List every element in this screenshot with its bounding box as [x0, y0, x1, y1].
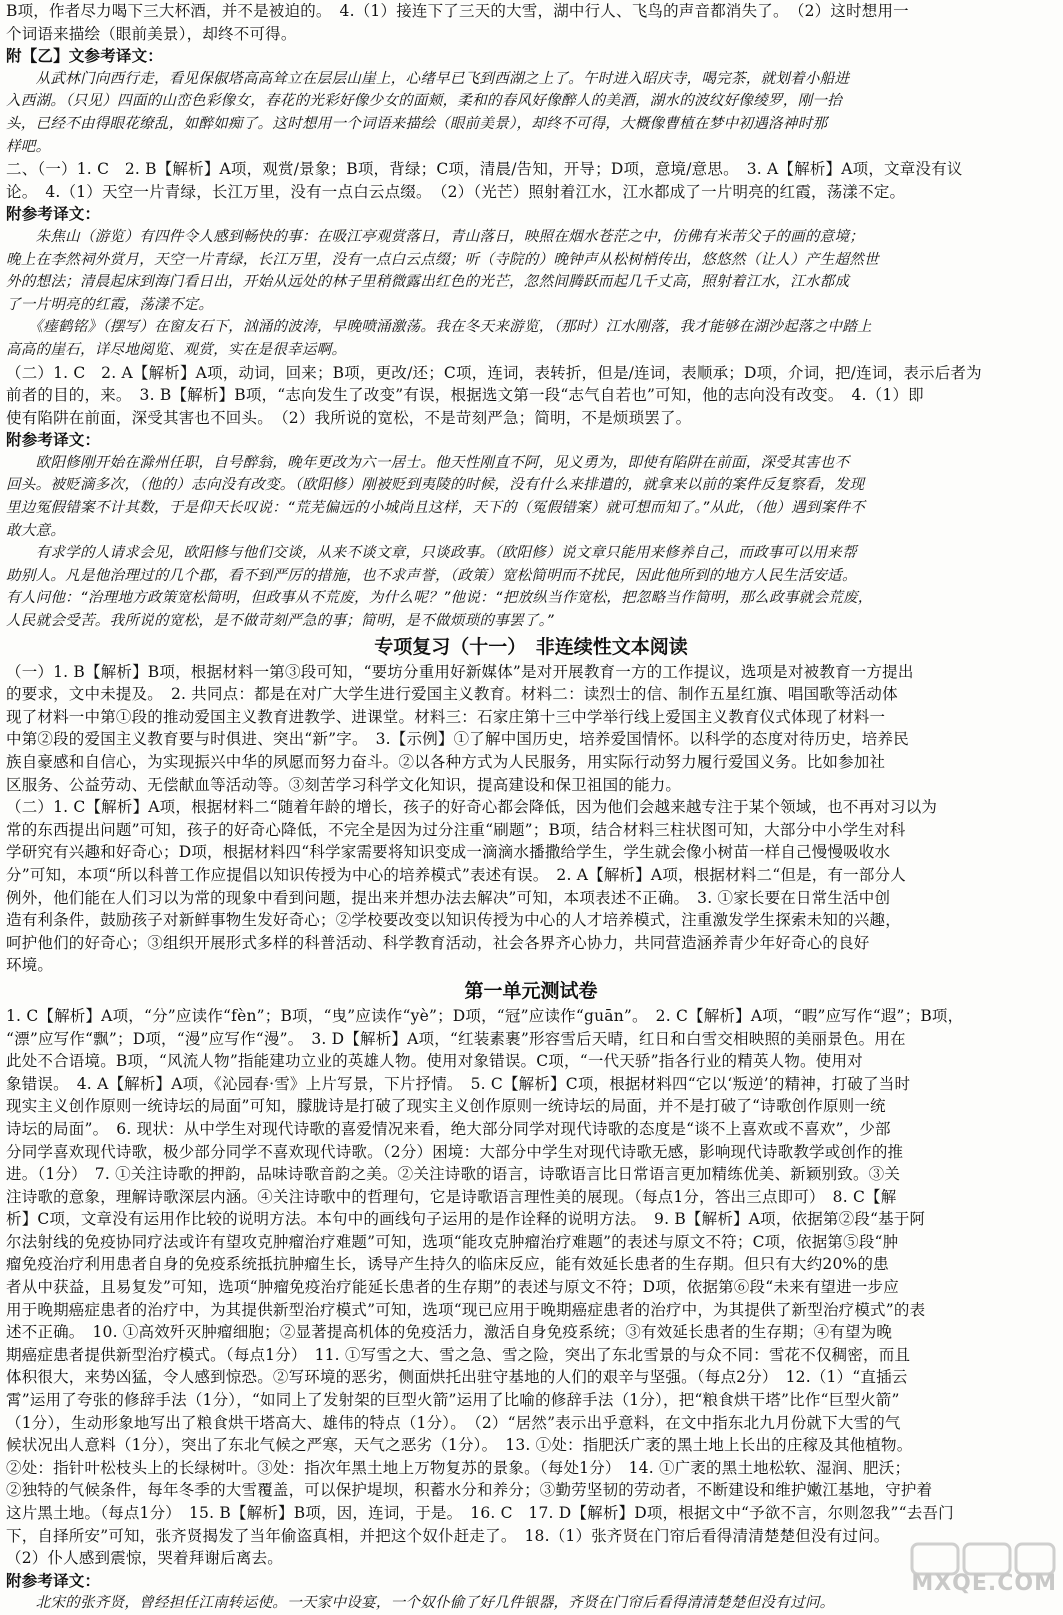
translation-line: 样吧。	[6, 137, 51, 155]
translation-line: 从武林门向西行走，看见保俶塔高高耸立在层层山崖上，心绪早已飞到西湖之上了。午时进入昭庆寺，喝完茶，就划着小船进	[6, 69, 850, 87]
answer-line: 这片黑土地。（每点1分） 15. B【解析】B项，因，连词，于是。 16. C 17. D【解析】D项，根据文中“予欲不言，尔则忽我”“去吾门	[6, 1504, 954, 1522]
answer-line: 的要求，文中未提及。 2. 共同点：都是在对广大学生进行爱国主义教育。材料二：读烈士的信、制作五星红旗、唱国歌等活动体	[6, 685, 898, 704]
answer-line: 者从中获益，且易复发”可知，选项“肿瘤免疫治疗能延长患者的生存期”的表述与原文不符；D项，依据第⑥段“未来有望进一步应	[6, 1278, 899, 1297]
translation-line: 回头。被贬滴多次，（他的）志向没有改变。（欧阳修）刚被贬到夷陵的时候，没有什么来排遣的，就拿来以前的案件反复察看，发现	[6, 476, 865, 494]
translation-line: 敢大意。	[6, 521, 66, 539]
translation-line: 里边冤假错案不计其数，于是仰天长叹说：“荒芜偏远的小城尚且这样，天下的（冤假错案）就可想而知了。”从此，（他）遇到案件不	[6, 499, 865, 517]
subheading-line: 附参考译文：	[6, 1570, 101, 1590]
translation-line: 欧阳修刚开始在滁州任职，自号醉翁，晚年更改为六一居士。他天性刚直不阿，见义勇为，即使有陷阱在前面，深受其害也不	[6, 453, 850, 471]
answer-line: 现了材料一中第①段的推动爱国主义教育进教学、进课堂。材料三：石家庄第十三中学举行线上爱国主义教育仪式体现了材料一	[6, 707, 886, 726]
subheading-line: 附【乙】文参考译文：	[6, 46, 164, 66]
answer-line: （二）1. C 2. A【解析】A项，动词，回来；B项，更改/还；C项，连词，表转折，但是/连词，表顺承；D项，介词，把/连词，表示后者为	[6, 363, 982, 382]
answer-line: 进。（1分） 7. ①关注诗歌的押韵，品味诗歌音韵之美。②关注诗歌的语言，诗歌语言比日常语言更加精练优美、新颖别致。③关	[6, 1165, 901, 1184]
answer-line: 下，自择所安”可知，张齐贤揭发了当年偷盗真相，并把这个奴仆赶走了。 18.（1）张齐贤在门帘后看得清清楚楚但没有过问。	[6, 1526, 890, 1545]
answer-line: 使有陷阱在前面，深受其害也不回头。 （2）我所说的宽松，不是苛刻严急；简明，不是烦琐罢了。	[6, 408, 692, 427]
section-heading: 第一单元测试卷	[464, 979, 598, 1002]
answer-line: 体积很大，来势凶猛，令人感到惊恐。②写环境的恶劣，侧面烘托出驻守基地的人们的艰辛与坚强。（每点2分） 12.（1）“直插云	[6, 1368, 908, 1387]
answer-line: 二、（一）1. C 2. B【解析】A项，观赏/景象；B项，背绿；C项，清晨/告知，开导；D项，意境/意思。 3. A【解析】A项，文章没有议	[6, 160, 963, 179]
translation-line: 《瘗鹤铭》（摆写）在窗友石下，汹涌的波涛，早晚喷涌激荡。我在冬天来游览，（那时）江水刚落，我才能够在湖沙起落之中踏上	[6, 318, 872, 336]
answer-line: 学研究有兴趣和好奇心；D项，根据材料四“科学家需要将知识变成一滴滴水播撒给学生，学生就会像小树苗一样自己慢慢吸收水	[6, 843, 891, 862]
answer-page	[6, 0, 1056, 1612]
answer-line: 析】C项，文章没有运用作比较的说明方法。本句中的画线句子运用的是作诠释的说明方法。 9. B【解析】A项，依据第②段“基于阿	[6, 1210, 926, 1229]
answer-line: 个词语来描绘（眼前美景），却终不可得。	[6, 24, 297, 43]
answer-line: 候状况出人意料（1分），突出了东北气候之严寒，天气之恶劣（1分）。 13. ①处：指肥沃广袤的黑土地上长出的庄稼及其他植物。	[6, 1436, 913, 1455]
answer-line: 期癌症患者提供新型治疗模式。（每点1分） 11. ①写雪之大、雪之急、雪之险，突出了东北雪景的与众不同：雪花不仅稠密，而且	[6, 1345, 911, 1364]
translation-line: 助别人。凡是他治理过的几个郡，看不到严厉的措施，也不求声誉，（政策）宽松简明而不扰民，因此他所到的地方人民生活安适。	[6, 566, 857, 584]
answer-line: 族自豪感和自信心，为实现振兴中华的夙愿而努力奋斗。②以各种方式为人民服务，用实际行动努力履行爱国义务。比如参加社	[6, 753, 886, 771]
answer-line: 论。 4.（1）天空一片青绿，长江万里，没有一点白云点缀。 （2）（光芒）照射着江水，江水都成了一片明亮的红霞，荡漾不定。	[6, 182, 906, 201]
answer-line: 前者的目的，来。 3. B【解析】B项，“志向发生了改变”有误，根据选文第一段“志气自若也”可知，他的志向没有改变。 4.（1）即	[6, 386, 924, 405]
subheading-line: 附参考译文：	[6, 204, 101, 224]
translation-line: 朱焦山（游览）有四件令人感到畅快的事：在吸江亭观赏落日，青山落日，映照在烟水苍茫之中，仿佛有米芾父子的画的意境；	[6, 227, 865, 245]
answer-line: 环境。	[6, 956, 54, 975]
answer-line: 诗坛的局面”。 6. 现状：从中学生对现代诗歌的喜爱情况来看，绝大部分同学对现代诗歌的态度是“谈不上喜欢或不喜欢”，少部	[6, 1119, 891, 1138]
watermark-text: MXQE.COM	[911, 1571, 1057, 1596]
translation-line: 高高的崖石，详尽地阅览、观赏，实在是很幸运啊。	[6, 340, 347, 358]
answer-line: 述不正确。 10. ①高效歼灭肿瘤细胞；②显著提高机体的免疫活力，激活自身免疫系统；③有效延长患者的生存期；④有望为晚	[6, 1323, 893, 1342]
answer-line: （2）仆人感到震惊，哭着拜谢后离去。	[6, 1549, 283, 1568]
answer-line: B项，作者尽力喝下三大杯酒，并不是被迫的。 4.（1）接连下了三天的大雪，湖中行人、飞鸟的声音都消失了。 （2）这时想用一	[6, 2, 909, 20]
answer-line: 象错误。 4. A【解析】A项，《沁园春·雪》上片写景，下片抒情。 5. C【解析】C项，根据材料四“它以‘叛逆’的精神，打破了当时	[6, 1074, 911, 1093]
answer-line: 呵护他们的好奇心；③组织开展形式多样的科普活动、科学教育活动，社会各界齐心协力，共同营造涵养青少年好奇心的良好	[6, 933, 870, 952]
translation-line: 北宋的张齐贤，曾经担任江南转运使。一天家中设宴，一个奴仆偷了好几件银器，齐贤在门帘后看得清清楚楚但没有过问。	[6, 1594, 835, 1612]
translation-line: 了一片明亮的红霞，荡漾不定。	[6, 295, 214, 313]
answer-line: 此处不合语境。B项，“风流人物”指能建功立业的英雄人物。使用对象错误。C项，“一代天骄”指各行业的精英人物。使用对	[6, 1052, 863, 1071]
answer-line: “漂”应写作“飘”；D项，“漫”应写作“漫”。 3. D【解析】A项，“红装素裹”形容雪后天晴，红日和白雪交相映照的美丽景色。用在	[6, 1029, 906, 1048]
answer-line: 分同学喜欢现代诗歌，极少部分同学不喜欢现代诗歌。（2分）困境：大部分中学生对现代诗歌无感，影响现代诗歌教学或创作的推	[6, 1142, 904, 1161]
translation-line: 晚上在李然祠外赏月，天空一片青绿，长江万里，没有一点白云点缀；听（寺院的）晚钟声从松树梢传出，悠悠然（让人）产生超然世	[6, 250, 879, 268]
section-heading: 专项复习（十一） 非连续性文本阅读	[374, 635, 688, 658]
translation-line: 有求学的人请求会见，欧阳修与他们交谈，从来不谈文章，只谈政事。（欧阳修）说文章只能用来修养自己，而政事可以用来帮	[6, 544, 857, 562]
answer-line: 尔法射线的免疫协同疗法或许有望攻克肿瘤治疗难题”可知，选项“能攻克肿瘤治疗难题”的表述与原文不符；C项，依据第⑤段“肿	[6, 1232, 899, 1251]
subheading-line: 附参考译文：	[6, 430, 101, 450]
answer-line: ②处：指针叶松枝头上的长绿树叶。③处：指次年黑土地上万物复苏的景象。（每处1分） 14. ①广袤的黑土地松软、湿润、肥沃；	[6, 1458, 911, 1477]
answer-line: 瘤免疫治疗利用患者自身的免疫系统抵抗肿瘤生长，诱导产生持久的临床反应，能有效延长患者的生存期。但只有大约20%的患	[6, 1255, 889, 1274]
answer-line: 分”可知，本项“所以科普工作应提倡以知识传授为中心的培养模式”表述有误。 2. A【解析】A项，根据材料二“但是，有一部分人	[6, 865, 906, 884]
answer-line: 中第②段的爱国主义教育要与时俱进、突出“新”字。 3.【示例】①了解中国历史，培养爱国情怀。以科学的态度对待历史，培养民	[6, 730, 909, 749]
answer-line: 注诗歌的意象，理解诗歌深层内涵。④关注诗歌中的哲理句，它是诗歌语言理性美的展现。（每点1分，答出三点即可） 8. C【解	[6, 1187, 897, 1206]
answer-line: 霄”运用了夸张的修辞手法（1分），“如同上了发射架的巨型火箭”运用了比喻的修辞手法（1分），把“粮食烘干塔”比作“巨型火箭”	[6, 1391, 900, 1410]
translation-line: 入西湖。（只见）四面的山峦色彩像女，春花的光彩好像少女的面颊，柔和的春风好像醉人的美酒，湖水的波纹好像绫罗，刚一抬	[6, 92, 842, 110]
answer-line: 用于晚期癌症患者的治疗中，为其提供新型治疗模式”可知，选项“现已应用于晚期癌症患者的治疗中，为其提供了新型治疗模式”的表	[6, 1300, 926, 1319]
translation-line: 有人问他：“治理地方政策宽松简明，但政事从不荒废，为什么呢？”他说：“把放纵当作宽松，把忽略当作简明，那么政事就会荒废，	[6, 589, 873, 607]
answer-line: 区服务、公益劳动、无偿献血等活动等。③刻苦学习科学文化知识，提高建设和保卫祖国的能力。	[6, 775, 682, 794]
answer-line: 现实主义创作原则一统诗坛的局面”可知，朦胧诗是打破了现实主义创作原则一统诗坛的局面，并不是打破了“诗歌创作原则一统	[6, 1097, 886, 1116]
translation-line: 头，已经不由得眼花缭乱，如醉如痴了。这时想用一个词语来描绘（眼前美景），却终不可得，大概像曹植在梦中初遇洛神时那	[6, 114, 828, 132]
answer-line: （二）1. C【解析】A项，根据材料二“随着年龄的增长，孩子的好奇心都会降低，因为他们会越来越专注于某个领域，也不再对习以为	[6, 798, 938, 817]
answer-line: ②独特的气候条件，每年冬季的大雪覆盖，可以保护堤坝，积蓄水分和养分；③勤劳坚韧的劳动者，不断建设和维护嫩江基地，守护着	[6, 1481, 933, 1500]
answer-line: 1. C【解析】A项，“分”应读作“fèn”；B项，“曳”应读作“yè”；D项，“冠”应读作“guān”。 2. C【解析】A项，“暇”应写作“遐”；B项，	[6, 1006, 964, 1025]
watermark-logo	[852, 1540, 1057, 1598]
answer-line: （一）1. B【解析】B项，根据材料一第③段可知，“要坊分重用好新媒体”是对开展教育一方的工作提议，选项是对被教育一方提出	[6, 662, 914, 681]
answer-line: 造有利条件，鼓励孩子对新鲜事物生发好奇心；②学校要改变以知识传授为中心的人才培养模式，注重激发学生探索未知的兴趣，	[6, 911, 901, 930]
translation-line: 人民就会受苦。我所说的宽松，是不做苛刻严急的事；简明，是不做烦琐的事罢了。”	[6, 612, 554, 630]
answer-line: （1分），生动形象地写出了粮食烘干塔高大、雄伟的特点（1分）。 （2）“居然”表示出乎意料，在文中指东北九月份就下大雪的气	[6, 1413, 901, 1432]
translation-line: 外的想法；清晨起床到海门看日出，开始从远处的林子里稍微露出红色的光芒，忽然间腾跃而起几千丈高，照射着江水，江水都成	[6, 273, 850, 291]
answer-line: 常的东西提出问题”可知，孩子的好奇心降低，不完全是因为过分注重“刷题”；B项，结合材料三柱状图可知，大部分中小学生对科	[6, 820, 906, 839]
answer-line: 例外，他们能在人们习以为常的现象中看到问题，提出来并想办法去解决”可知，本项表述不正确。 3. ①家长要在日常生活中创	[6, 888, 891, 907]
